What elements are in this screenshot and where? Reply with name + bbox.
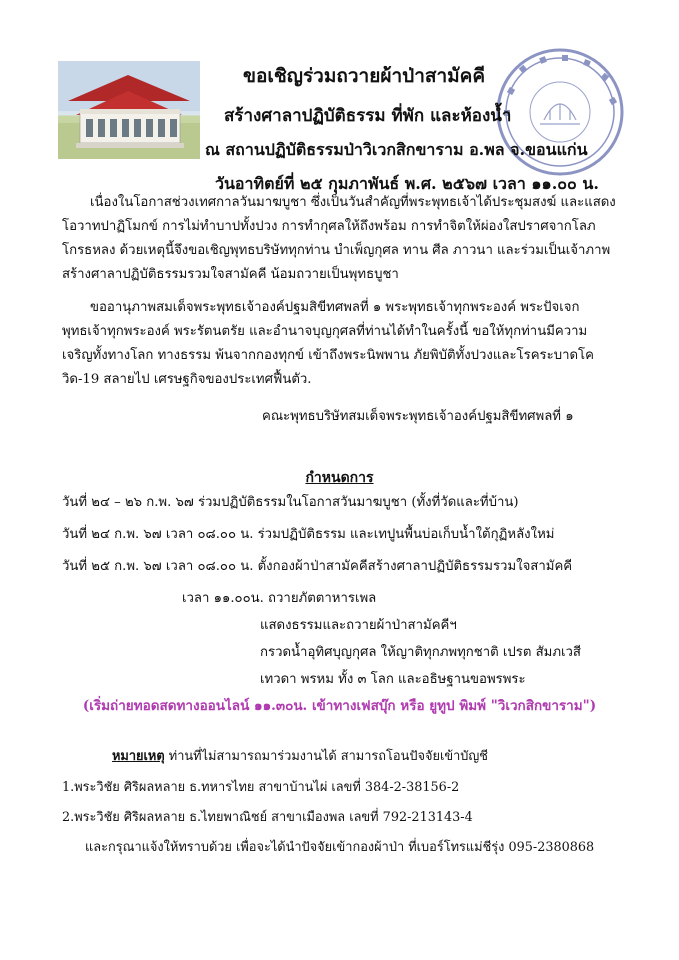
note-line	[112, 745, 488, 766]
intro-line: สร้างศาลาปฏิบัติธรรมรวมใจสามัคคี น้อมถวายเป็นพุทธบูชา	[62, 267, 399, 282]
blessing-line: วิด-19 สลายไป เศรษฐกิจของประเทศฟื้นตัว.	[62, 372, 312, 387]
schedule-item: กรวดน้ำอุทิศบุญกุศล ให้ญาติทุกภพทุกชาติ เปรต สัมภเวสี	[260, 645, 581, 660]
note-label: หมายเหตุ	[112, 749, 165, 764]
page-subtitle: สร้างศาลาปฏิบัติธรรม ที่พัก และห้องน้ำ	[224, 106, 512, 126]
blessing-line: ขออานุภาพสมเด็จพระพุทธเจ้าองค์ปฐมสิขีทศพลที่ ๑ พระพุทธเจ้าทุกพระองค์ พระปัจเจก	[90, 300, 580, 315]
schedule-item: วันที่ ๒๕ ก.พ. ๖๗ เวลา ๐๘.๐๐ น. ตั้งกองผ้าป่าสามัคคีสร้างศาลาปฏิบัติธรรมรวมใจสามัคคี	[62, 559, 573, 574]
temple-hall-illustration	[58, 61, 200, 159]
signature: คณะพุทธบริษัทสมเด็จพระพุทธเจ้าองค์ปฐมสิขีทศพลที่ ๑	[262, 409, 574, 424]
event-date: วันอาทิตย์ที่ ๒๕ กุมภาพันธ์ พ.ศ. ๒๕๖๗ เวลา ๑๑.๐๐ น.	[215, 174, 599, 193]
intro-line: โอวาทปาฏิโมกข์ การไม่ทำบาปทั้งปวง การทำกุศลให้ถึงพร้อม การทำจิตให้ผ่องใสปราศจากโลภ	[62, 219, 596, 234]
blessing-paragraph	[62, 296, 614, 392]
page-title: ขอเชิญร่วมถวายผ้าป่าสามัคคี	[243, 65, 486, 87]
account-2: 2.พระวิชัย ศิริผลหลาย ธ.ไทยพาณิชย์ สาขาเมืองพล เลขที่ 792-213143-4	[62, 810, 473, 825]
schedule-item: วันที่ ๒๔ – ๒๖ ก.พ. ๖๗ ร่วมปฏิบัติธรรมในโอกาสวันมาฆบูชา (ทั้งที่วัดและที่บ้าน)	[62, 495, 519, 510]
intro-line: โกรธหลง ด้วยเหตุนี้จึงขอเชิญพุทธบริษัททุกท่าน บำเพ็ญกุศล ทาน ศีล ภาวนา และร่วมเป็นเจ้าภาพ	[62, 243, 611, 258]
blessing-line: พุทธเจ้าทุกพระองค์ พระรัตนตรัย และอำนาจบุญกุศลที่ท่านได้ทำในครั้งนี้ ขอให้ทุกท่านมีความ	[62, 324, 588, 339]
contact-line: และกรุณาแจ้งให้ทราบด้วย เพื่อจะได้นำปัจจัยเข้ากองผ้าป่า ที่เบอร์โทรแม่ชีรุ่ง 095-2380868	[85, 840, 595, 855]
event-location: ณ สถานปฏิบัติธรรมป่าวิเวกสิกขาราม อ.พล จ.ขอนแก่น	[205, 140, 588, 159]
intro-line: เนื่องในโอกาสช่วงเทศกาลวันมาฆบูชา ซึ่งเป็นวันสำคัญที่พระพุทธเจ้าได้ประชุมสงฆ์ และแสดง	[90, 195, 616, 210]
account-1: 1.พระวิชัย ศิริผลหลาย ธ.ทหารไทย สาขาบ้านไผ่ เลขที่ 384-2-38156-2	[62, 780, 460, 795]
live-stream-notice: (เริ่มถ่ายทอดสดทางออนไลน์ ๑๑.๓๐น. เข้าทางเฟสบุ๊ก หรือ ยูทูป พิมพ์ "วิเวกสิกขาราม")	[82, 698, 597, 714]
note-text: ท่านที่ไม่สามารถมาร่วมงานได้ สามารถโอนปัจจัยเข้าบัญชี	[168, 749, 488, 764]
intro-paragraph	[62, 191, 614, 287]
schedule-item: เทวดา พรหม ทั้ง ๓ โลก และอธิษฐานขอพรพระ	[260, 672, 526, 687]
schedule-item: แสดงธรรมและถวายผ้าป่าสามัคคีฯ	[260, 618, 457, 633]
schedule-item: เวลา ๑๑.๐๐น. ถวายภัตตาหารเพล	[182, 591, 377, 606]
schedule-item: วันที่ ๒๔ ก.พ. ๖๗ เวลา ๐๘.๐๐ น. ร่วมปฏิบัติธรรม และเทปูนพื้นบ่อเก็บน้ำใต้กุฏิหลังใหม่	[62, 527, 555, 542]
schedule-heading: กำหนดการ	[305, 470, 374, 486]
blessing-line: เจริญทั้งทางโลก ทางธรรม พ้นจากกองทุกข์ เข้าถึงพระนิพพาน ภัยพิบัติทั้งปวงและโรคระบาดโค	[62, 348, 594, 363]
